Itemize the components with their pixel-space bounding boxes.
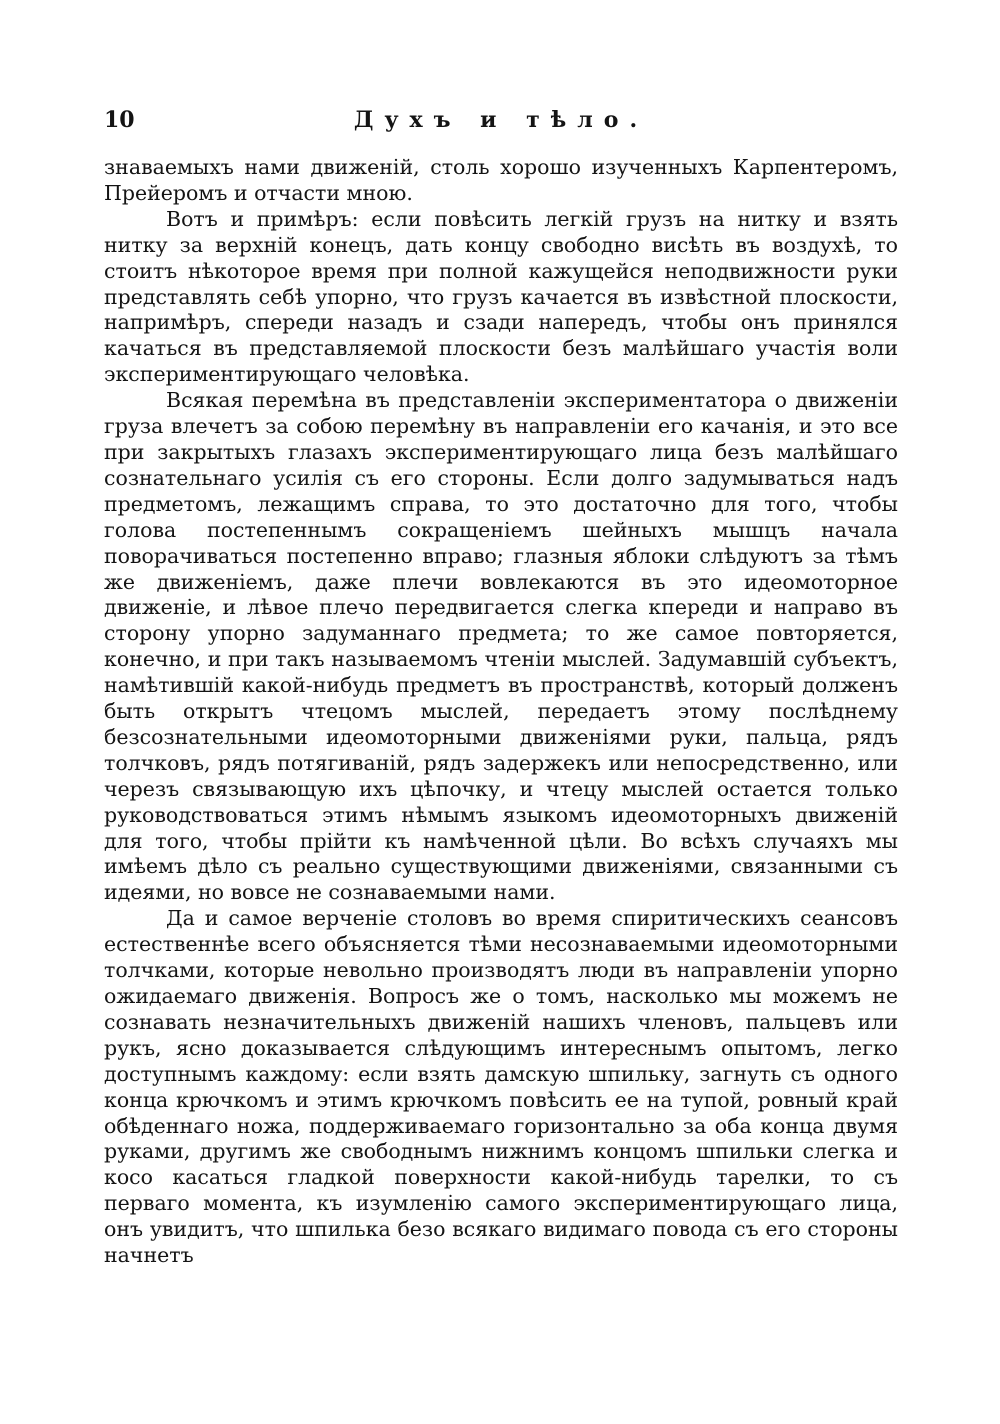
paragraph-continuation: знаваемыхъ нами движеній, столь хорошо изученныхъ Карпентеромъ, Прейеромъ и отчасти мною. (104, 155, 898, 205)
body-text (104, 155, 898, 1269)
running-title: Духъ и тѣло. (353, 107, 649, 133)
paragraph-table-turning: Да и самое верченіе столовъ во время спиритическихъ сеансовъ естественнѣе всего объясняется тѣми несознаваемыми идеомоторными толчками, которые невольно производятъ люди въ направленіи упорно ожидаемаго движенія. Вопросъ же о томъ, насколько мы можемъ не сознавать незначительныхъ движеній нашихъ членовъ, пальцевъ или рукъ, ясно доказывается слѣдующимъ интереснымъ опытомъ, легко доступнымъ каждому: если взять дамскую шпильку, загнуть съ одного конца крючкомъ и этимъ крючкомъ повѣсить ее на тупой, ровный край обѣденнаго ножа, поддерживаемаго горизонтально за оба конца двумя руками, другимъ же свободнымъ нижнимъ концомъ шпильки слегка и косо касаться гладкой поверхности какой-нибудь тарелки, то съ перваго момента, къ изумленію самого экспериментирующаго лица, онъ увидитъ, что шпилька безо всякаго видимаго повода съ его стороны начнетъ (104, 906, 898, 1268)
page-number: 10 (104, 107, 135, 133)
page-header (104, 104, 898, 136)
paragraph-weight-example: Вотъ и примѣръ: если повѣсить легкій грузъ на нитку и взять нитку за верхній конецъ, дать концу свободно висѣть въ воздухѣ, то стоитъ нѣкоторое время при полной кажущейся неподвижности руки представлять себѣ упорно, что грузъ качается въ извѣстной плоскости, напримѣръ, спереди назадъ и сзади напередъ, чтобы онъ принялся качаться въ представляемой плоскости безъ малѣйшаго участія воли экспериментирующаго человѣка. (104, 206, 898, 387)
paragraph-mind-reading: Всякая перемѣна въ представленіи экспериментатора о движеніи груза влечетъ за собою перемѣну въ направленіи его качанія, и это все при закрытыхъ глазахъ экспериментирующаго лица безъ малѣйшаго сознательнаго усилія съ его стороны. Если долго задумываться надъ предметомъ, лежащимъ справа, то это достаточно для того, чтобы голова постепеннымъ сокращеніемъ шейныхъ мышцъ начала поворачиваться постепенно вправо; глазныя яблоки слѣдуютъ за тѣмъ же движеніемъ, даже плечи вовлекаются въ это идеомоторное движеніе, и лѣвое плечо передвигается слегка кпереди и направо въ сторону упорно задуманнаго предмета; то же самое повторяется, конечно, и при такъ называемомъ чтеніи мыслей. Задумавшій субъектъ, намѣтившій какой-нибудь предметъ въ пространствѣ, который долженъ быть открытъ чтецомъ мыслей, передаетъ этому послѣднему безсознательными идеомоторными движеніями руки, пальца, рядъ толчковъ, рядъ потягиваній, рядъ задержекъ или непосредственно, или черезъ связывающую ихъ цѣпочку, и чтецу мыслей остается только руководствоваться этимъ нѣмымъ языкомъ идеомоторныхъ движеній для того, чтобы прійти къ намѣченной цѣли. Во всѣхъ случаяхъ мы имѣемъ дѣло съ реально существующими движеніями, связанными съ идеями, но вовсе не сознаваемыми нами. (104, 388, 898, 905)
